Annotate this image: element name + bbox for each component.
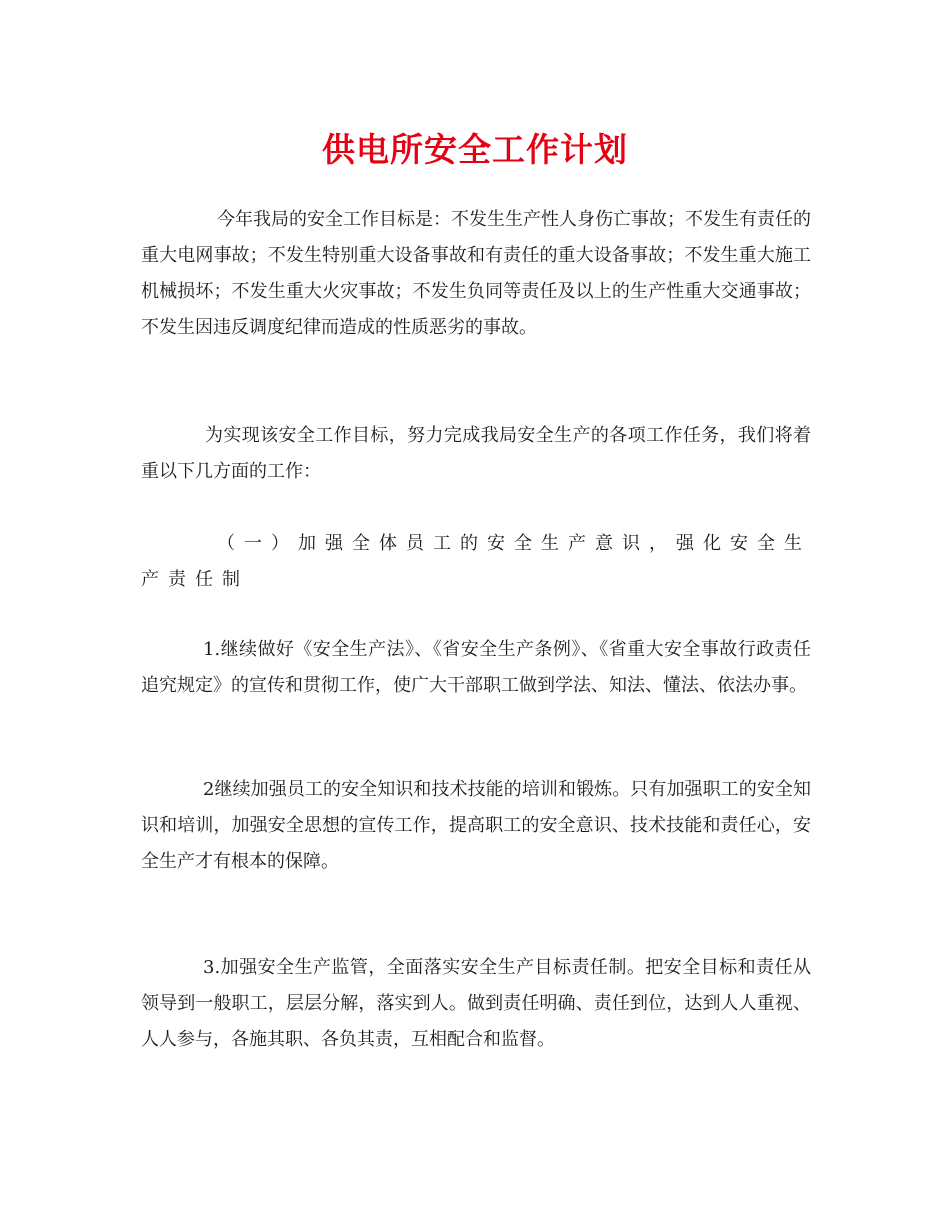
section-heading-1: （一）加强全体员工的安全生产意识，强化安全生产责任制: [141, 533, 811, 590]
list-item-2: 2继续加强员工的安全知识和技术技能的培训和锻炼。只有加强职工的安全知识和培训，加强安全思想的宣传工作，提高职工的安全意识、技术技能和责任心，安全生产才有根本的保障。: [141, 779, 811, 872]
document-title: 供电所安全工作计划: [322, 130, 628, 169]
paragraph-work-intro: 为实现该安全工作目标，努力完成我局安全生产的各项工作任务，我们将着重以下几方面的工作：: [141, 425, 811, 482]
list-item-1: 1.继续做好《安全生产法》、《省安全生产条例》、《省重大安全事故行政责任追究规定》的宣传和贯彻工作，使广大干部职工做到学法、知法、懂法、依法办事。: [141, 639, 811, 696]
list-item-3: 3.加强安全生产监管，全面落实安全生产目标责任制。把安全目标和责任从领导到一般职工，层层分解，落实到人。做到责任明确、责任到位，达到人人重视、人人参与，各施其职、各负其责，互相配合和监督。: [141, 957, 811, 1050]
paragraph-safety-goals: 今年我局的安全工作目标是：不发生生产性人身伤亡事故；不发生有责任的重大电网事故；不发生特别重大设备事故和有责任的重大设备事故；不发生重大施工机械损坏；不发生重大火灾事故；不发生负同等责任及以上的生产性重大交通事故；不发生因违反调度纪律而造成的性质恶劣的事故。: [141, 209, 811, 338]
